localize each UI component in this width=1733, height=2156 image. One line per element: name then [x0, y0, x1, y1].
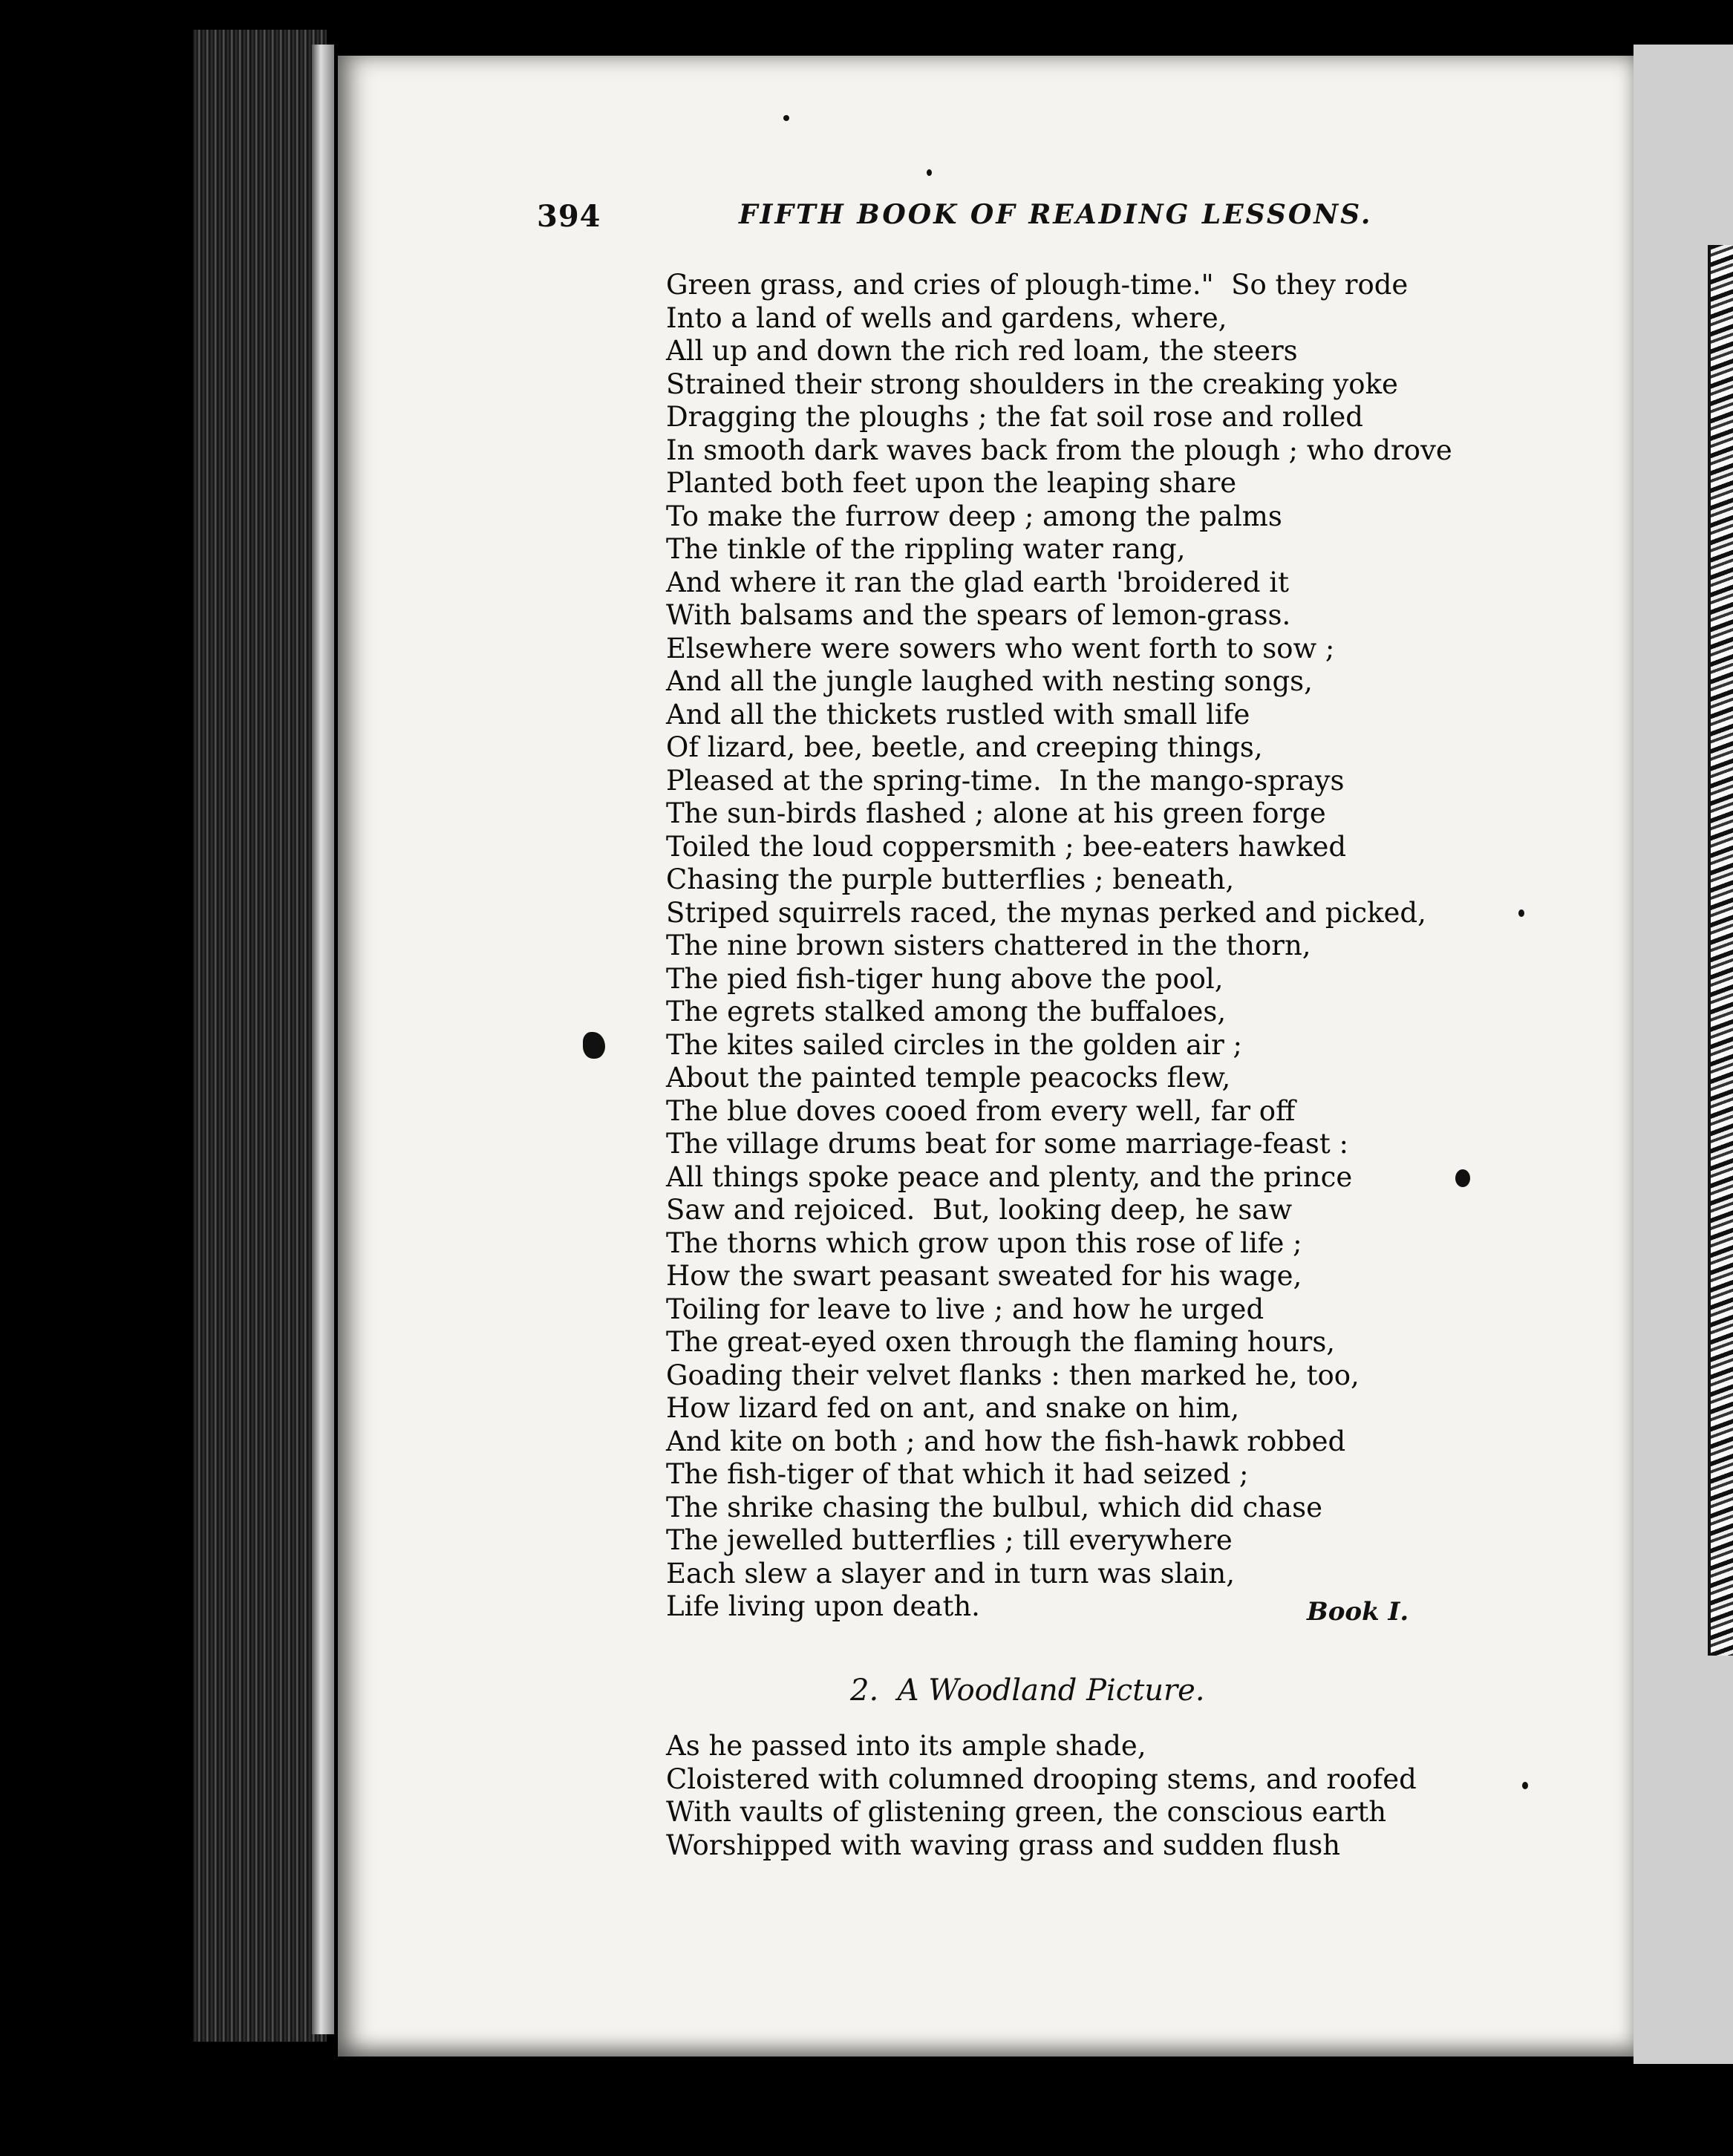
- ink-speck: [583, 1032, 605, 1059]
- poem-line: The fish-tiger of that which it had seized ;: [666, 1458, 1249, 1490]
- poem-line: Dragging the ploughs ; the fat soil rose and rolled: [666, 401, 1363, 433]
- ink-speck: [783, 115, 789, 121]
- poem-line: The shrike chasing the bulbul, which did chase: [666, 1491, 1322, 1523]
- poem-line: And kite on both ; and how the fish-hawk robbed: [666, 1425, 1346, 1457]
- poem-line: The thorns which grow upon this rose of life ;: [666, 1226, 1302, 1259]
- poem-line: To make the furrow deep ; among the palms: [666, 500, 1282, 532]
- poem-line: And where it ran the glad earth 'broidered it: [666, 566, 1289, 598]
- poem-line: Cloistered with columned drooping stems, and roofed: [666, 1763, 1417, 1795]
- poem-line: The egrets stalked among the buffaloes,: [666, 996, 1227, 1028]
- section-heading: 2. A Woodland Picture.: [850, 1673, 1205, 1708]
- poem-line: The blue doves cooed from every well, far off: [666, 1094, 1296, 1127]
- poem-line: As he passed into its ample shade,: [666, 1730, 1146, 1762]
- poem-line: With vaults of glistening green, the conscious earth: [666, 1796, 1387, 1828]
- poem-line: How lizard fed on ant, and snake on him,: [666, 1392, 1240, 1424]
- engraving-illustration-fragment: [1708, 245, 1733, 1656]
- poem-line: Green grass, and cries of plough-time." So they rode: [666, 269, 1409, 301]
- poem-line: The sun-birds flashed ; alone at his green forge: [666, 797, 1326, 829]
- page-gutter-edge: [312, 45, 334, 2034]
- poem-line: Goading their velvet flanks : then marked he, too,: [666, 1359, 1360, 1391]
- poem-line: Toiled the loud coppersmith ; bee-eaters hawked: [666, 830, 1347, 863]
- poem-line: The great-eyed oxen through the flaming hours,: [666, 1326, 1336, 1358]
- poem-line: Saw and rejoiced. But, looking deep, he saw: [666, 1194, 1293, 1226]
- poem-line: The tinkle of the rippling water rang,: [666, 533, 1186, 565]
- poem-line: Each slew a slayer and in turn was slain,: [666, 1557, 1235, 1590]
- ink-speck: [1455, 1169, 1470, 1187]
- poem-line: The jewelled butterflies ; till everywhere: [666, 1524, 1233, 1556]
- poem-line: Elsewhere were sowers who went forth to sow ;: [666, 632, 1335, 664]
- poem-line: About the painted temple peacocks flew,: [666, 1062, 1231, 1094]
- poem-line: With balsams and the spears of lemon-grass.: [666, 599, 1291, 631]
- poem-line: The village drums beat for some marriage-feast :: [666, 1128, 1348, 1160]
- poem-line: Of lizard, bee, beetle, and creeping things,: [666, 731, 1263, 763]
- poem-line: Into a land of wells and gardens, where,: [666, 301, 1227, 334]
- poem-line: Strained their strong shoulders in the creaking yoke: [666, 368, 1398, 400]
- page-number: 394: [537, 199, 601, 234]
- poem-line: The kites sailed circles in the golden air ;: [666, 1028, 1242, 1061]
- poem-line: Life living upon death.: [666, 1590, 980, 1622]
- ink-speck: [1518, 909, 1524, 917]
- ink-speck: [927, 169, 932, 176]
- poem-line: And all the thickets rustled with small life: [666, 698, 1250, 731]
- section-poem-body: [666, 1730, 1602, 1862]
- poem-line: The nine brown sisters chattered in the thorn,: [666, 930, 1311, 961]
- poem-line: Planted both feet upon the leaping share: [666, 467, 1237, 499]
- poem-line: And all the jungle laughed with nesting songs,: [666, 665, 1313, 697]
- poem-line: All things spoke peace and plenty, and the prince: [666, 1160, 1353, 1193]
- ink-speck: [1522, 1782, 1528, 1789]
- poem-body: [666, 269, 1602, 1624]
- poem-line: Chasing the purple butterflies ; beneath,: [666, 863, 1235, 895]
- poem-line: All up and down the rich red loam, the steers: [666, 335, 1298, 367]
- poem-line: The pied fish-tiger hung above the pool,: [666, 962, 1224, 995]
- poem-line: Toiling for leave to live ; and how he urged: [666, 1293, 1264, 1325]
- poem-line: Striped squirrels raced, the mynas perked and picked,: [666, 896, 1426, 929]
- running-head: FIFTH BOOK OF READING LESSONS.: [739, 199, 1373, 230]
- page-header: [0, 199, 1733, 244]
- poem-source: Book I.: [1307, 1597, 1409, 1627]
- poem-line: Worshipped with waving grass and sudden flush: [666, 1829, 1341, 1861]
- poem-line: In smooth dark waves back from the plough ; who drove: [666, 434, 1452, 466]
- book-page-edges: [193, 30, 327, 2042]
- poem-line: How the swart peasant sweated for his wage,: [666, 1260, 1302, 1292]
- poem-line: Pleased at the spring-time. In the mango-sprays: [666, 764, 1345, 797]
